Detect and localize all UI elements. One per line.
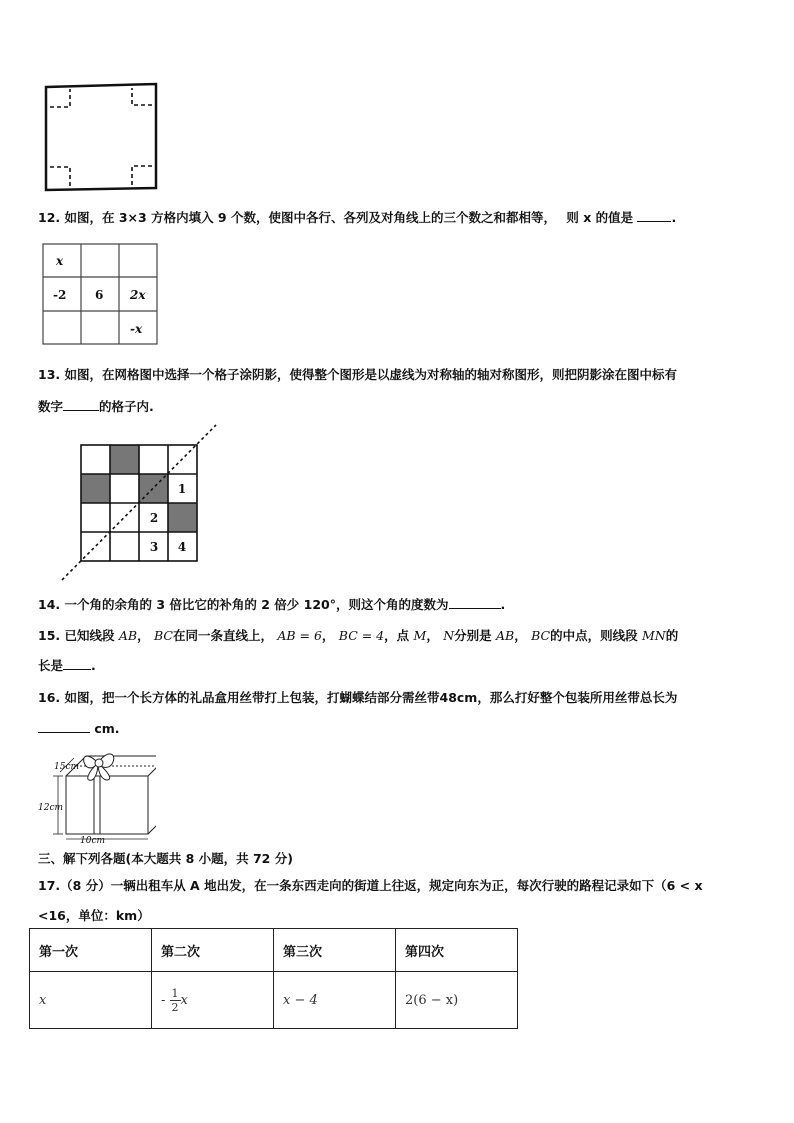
grid-cell-9: -x (130, 322, 143, 336)
cell-label-4: 4 (177, 540, 187, 554)
question-14 (38, 595, 505, 613)
q15-m: M (413, 628, 427, 643)
grid-cell-6: 2x (130, 288, 146, 302)
fraction-one-half (170, 987, 181, 1014)
minus-sign: - (161, 992, 166, 1008)
fraction-denominator: 2 (171, 1000, 179, 1014)
q14-text: 14. 一个角的余角的 3 倍比它的补角的 2 倍少 120°，则这个角的度数为 (38, 597, 449, 612)
q13-answer-blank (63, 398, 99, 411)
q15-ab2: AB (496, 628, 515, 643)
dim-width-label: 10cm (80, 836, 106, 845)
symmetry-grid-figure (58, 422, 220, 584)
table-header-row (30, 929, 518, 972)
question-16-line1: 16. 如图，把一个长方体的礼品盒用丝带打上包装，打蝴蝶结部分需丝带48cm，那么打好整个包装所用丝带总长为 (38, 690, 678, 705)
question-13-line1: 13. 如图，在网格图中选择一个格子涂阴影，使得整个图形是以虚线为对称轴的轴对称图形，则把阴影涂在图中标有 (38, 367, 677, 382)
table-header-cell: 第二次 (152, 929, 274, 972)
q15-mn: MN (641, 628, 666, 643)
second-variable: x (180, 992, 188, 1008)
grid-cell-5: 6 (95, 288, 104, 302)
dim-height-label: 12cm (38, 803, 64, 813)
table-header-cell: 第三次 (274, 929, 396, 972)
question-15-line2 (38, 656, 96, 674)
q12-period: . (671, 210, 677, 225)
q15-p5: ，点 (384, 628, 410, 643)
q16-unit: cm. (94, 721, 120, 736)
q16-answer-blank (38, 720, 90, 733)
table-value-row (30, 972, 518, 1029)
question-12 (38, 208, 676, 226)
square-figure (38, 80, 163, 195)
q15-eq2: BC = 4 (338, 628, 385, 643)
table-cell-second (152, 972, 274, 1029)
q15-p4: ， (321, 628, 335, 643)
q13-line2-a: 数字 (38, 399, 64, 414)
magic-square-grid (42, 243, 160, 347)
q15-bc: BC (153, 628, 173, 643)
q15-p1: 15. 已知线段 (38, 628, 115, 643)
q12-answer-blank (637, 209, 671, 222)
question-17-line1: 17.（8 分）一辆出租车从 A 地出发，在一条东西走向的街道上往返，规定向东为正，每次行驶的路程记录如下（6 < x (38, 878, 703, 893)
question-13-line2 (38, 397, 154, 415)
q15-n: N (443, 628, 455, 643)
question-16-line2 (38, 720, 120, 736)
table-cell-fourth: 2(6 − x) (396, 972, 518, 1029)
q12-text-b: 则 x 的值是 (566, 210, 634, 225)
question-17-line2: <16，单位：km） (38, 908, 150, 923)
q15-p7: 分别是 (454, 628, 492, 643)
q15-answer-blank (63, 657, 91, 670)
q13-line2-b: 的格子内. (99, 399, 154, 414)
q15-p8: ， (514, 628, 527, 643)
section-3-heading: 三、解下列各题(本大题共 8 小题，共 72 分) (38, 851, 293, 866)
q15-p3: 在同一条直线上， (172, 628, 273, 643)
q14-answer-blank (449, 596, 501, 609)
cell-label-1: 1 (177, 482, 187, 496)
table-header-cell: 第四次 (396, 929, 518, 972)
table-cell-first: x (30, 972, 152, 1029)
table-cell-third: x − 4 (274, 972, 396, 1029)
q15-eq1: AB = 6 (277, 628, 322, 643)
question-15-line1 (38, 626, 678, 644)
q15-p9: 的中点，则线段 (550, 628, 638, 643)
grid-cell-1: x (56, 254, 64, 268)
q15-period: . (91, 658, 96, 673)
fraction-numerator: 1 (171, 986, 179, 1000)
q15-bc2: BC (531, 628, 551, 643)
cell-label-3: 3 (149, 540, 159, 554)
table-header-cell: 第一次 (30, 929, 152, 972)
mileage-record-table (29, 928, 518, 1029)
grid-cell-4: -2 (53, 288, 67, 302)
q15-p2: ， (137, 628, 150, 643)
cell-label-2: 2 (149, 511, 159, 525)
q15-line2: 长是 (38, 658, 64, 673)
gift-box-figure (36, 748, 156, 845)
q15-ab: AB (118, 628, 138, 643)
dim-depth-label: 15cm (54, 762, 80, 772)
q15-p6: ， (426, 628, 439, 643)
q14-period: . (500, 597, 506, 612)
q15-p10: 的 (665, 628, 679, 643)
q12-text-a: 12. 如图，在 3×3 方格内填入 9 个数，使图中各行、各列及对角线上的三个数之和都相等， (38, 210, 556, 225)
